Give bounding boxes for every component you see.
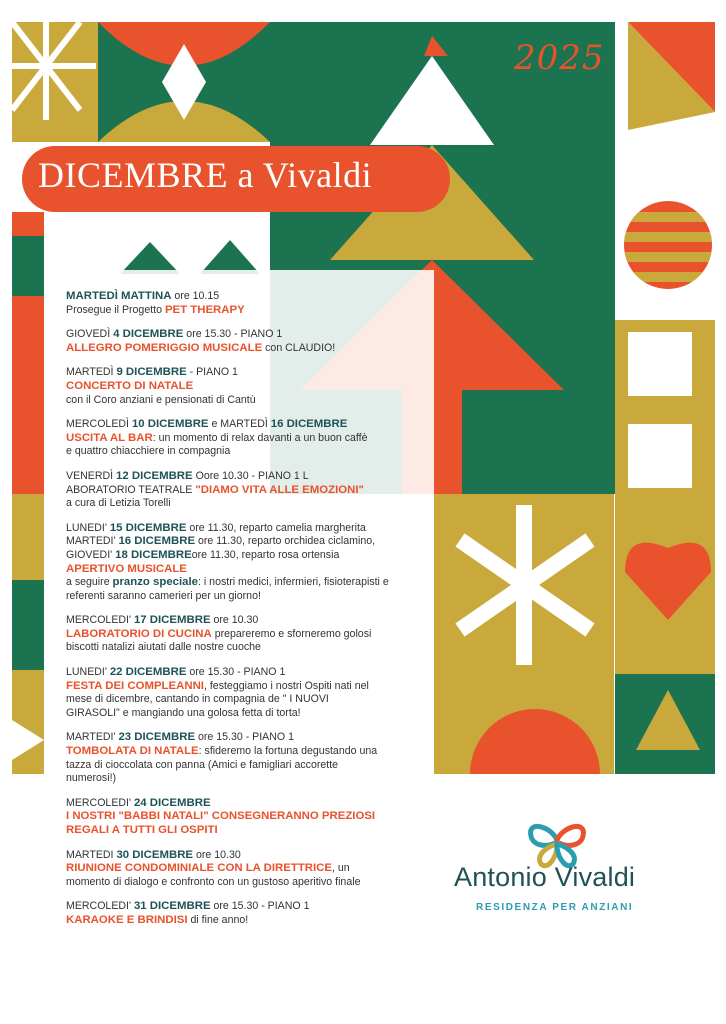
event-line (66, 418, 426, 432)
event-item (66, 366, 426, 407)
event-line (66, 641, 426, 655)
event-title: I NOSTRI "BABBI NATALI" CONSEGNERANNO PREZIOSI (66, 810, 376, 823)
event-date: MARTEDÌ MATTINA (66, 290, 172, 302)
event-line (66, 666, 426, 680)
event-line (66, 304, 426, 318)
event-line (66, 549, 426, 563)
event-line (66, 900, 426, 914)
event-text: a seguire (66, 576, 113, 589)
event-title: PET THERAPY (164, 303, 245, 316)
event-line (66, 731, 426, 745)
event-line (66, 522, 426, 536)
event-line (66, 680, 426, 694)
event-title: LABORATORIO DI CUCINA (66, 627, 212, 640)
event-text: prepareremo e sforneremo golosi (211, 627, 372, 640)
event-item (66, 418, 426, 459)
event-text: ore 11.30, reparto camelia margherita (186, 521, 366, 534)
event-date: 23 DICEMBRE (118, 731, 196, 744)
event-item (66, 666, 426, 720)
event-text: - PIANO 1 (186, 366, 238, 379)
event-text: MERCOLEDI' (66, 900, 134, 913)
event-line (66, 772, 426, 786)
event-date: 24 DICEMBRE (133, 796, 211, 809)
event-date: 16 DICEMBRE (270, 418, 348, 431)
event-line (66, 707, 426, 721)
event-item (66, 797, 426, 838)
event-list (66, 290, 426, 939)
event-title: APERTIVO MUSICALE (66, 562, 187, 575)
event-line (66, 862, 426, 876)
event-text: : i nostri medici, infermieri, fisioterapisti e (198, 576, 389, 589)
event-line (66, 563, 426, 577)
event-text: Oore 10.30 - PIANO 1 L (192, 469, 309, 482)
event-line (66, 445, 426, 459)
event-date: 12 DICEMBRE (116, 469, 193, 482)
event-text: ore 15.30 - PIANO 1 (195, 731, 294, 744)
event-text: MERCOLEDI' (66, 796, 134, 809)
event-text: momento di dialogo e confronto con un gustoso aperitivo finale (66, 875, 361, 888)
event-date: pranzo speciale (112, 576, 198, 589)
event-text: referenti saranno camerieri per un giorno! (66, 589, 261, 602)
event-line (66, 497, 426, 511)
event-item (66, 290, 426, 317)
event-line (66, 342, 426, 356)
event-date: 9 DICEMBRE (116, 366, 187, 379)
event-title: "DIAMO VITA ALLE EMOZIONI" (195, 483, 364, 496)
event-line (66, 484, 426, 498)
event-date: 30 DICEMBRE (116, 848, 194, 861)
event-item (66, 731, 426, 785)
event-title: FESTA DEI COMPLEANNI (66, 679, 204, 692)
event-text: MARTEDI' (66, 535, 119, 548)
event-line (66, 380, 426, 394)
event-text: tazza di cioccolata con panna (Amici e famigliari accorette (66, 758, 339, 771)
event-line (66, 745, 426, 759)
event-line (66, 328, 426, 342)
event-text: MARTEDI (66, 848, 117, 861)
event-title: REGALI A TUTTI GLI OSPITI (66, 824, 218, 836)
event-text: MERCOLEDI' (66, 614, 134, 627)
event-item (66, 849, 426, 890)
event-text: GIOVEDI' (66, 548, 116, 561)
event-date: 31 DICEMBRE (133, 900, 211, 913)
event-item (66, 470, 426, 511)
event-date: 18 DICEMBRE (115, 548, 192, 561)
event-line (66, 876, 426, 890)
event-text: ore 11.30, reparto orchidea ciclamino, (195, 535, 376, 548)
event-line (66, 797, 426, 811)
event-line (66, 590, 426, 604)
event-line (66, 693, 426, 707)
event-text: a cura di Letizia Torelli (66, 497, 171, 510)
event-title: USCITA AL BAR (66, 431, 153, 444)
brand-tagline: RESIDENZA PER ANZIANI (476, 902, 634, 913)
event-text: ore 15.30 - PIANO 1 (186, 666, 286, 679)
event-text: GIRASOLI" e mangiando una golosa fetta di torta! (66, 706, 301, 719)
event-line (66, 614, 426, 628)
event-text: e MARTEDÌ (208, 418, 271, 431)
event-item (66, 522, 426, 604)
year-label: 2025 (514, 38, 605, 78)
brand-name: Antonio Vivaldi (454, 862, 636, 892)
event-text: LUNEDI' (66, 666, 110, 679)
event-text: , un (332, 862, 350, 875)
event-date: 4 DICEMBRE (113, 328, 184, 341)
event-text: MERCOLEDÌ (66, 418, 132, 431)
event-text: ore 10.30 (210, 614, 259, 627)
event-text: mese di dicembre, cantando in compagnia de " I NUOVI (66, 693, 329, 706)
event-text: e quattro chiacchiere in compagnia (66, 445, 231, 458)
event-item (66, 900, 426, 927)
event-line (66, 290, 426, 304)
event-text: biscotti natalizi aiutati dalle nostre cuoche (66, 641, 261, 654)
event-text: con il Coro anziani e pensionati di Cantù (66, 393, 256, 406)
event-text: ore 15.30 - PIANO 1 (210, 900, 310, 913)
event-text: ore 10.30 (193, 848, 241, 861)
event-title: ALLEGRO POMERIGGIO MUSICALE (66, 341, 263, 354)
event-line (66, 535, 426, 549)
event-text: : un momento di relax davanti a un buon caffè (152, 431, 368, 444)
event-text: Prosegue il Progetto (66, 303, 165, 316)
event-item (66, 328, 426, 355)
event-date: 15 DICEMBRE (109, 521, 187, 534)
event-line (66, 810, 426, 824)
event-text: LUNEDI' (66, 521, 110, 534)
event-line (66, 366, 426, 380)
event-text: ABORATORIO TEATRALE (66, 483, 196, 496)
event-title: RIUNIONE CONDOMINIALE CON LA DIRETTRICE (66, 862, 332, 875)
event-text: ore 11.30, reparto rosa ortensia (191, 548, 340, 561)
event-text: ore 10.15 (171, 290, 220, 302)
event-date: 17 DICEMBRE (133, 614, 211, 627)
event-title: KARAOKE E BRINDISI (66, 913, 188, 926)
event-text: con CLAUDIO! (262, 341, 336, 354)
page-title: DICEMBRE a Vivaldi (38, 155, 373, 195)
event-text: GIOVEDÌ (66, 328, 114, 341)
event-line (66, 394, 426, 408)
event-text: MARTEDÌ (66, 366, 117, 379)
event-item (66, 614, 426, 655)
event-text: numerosi!) (66, 772, 117, 785)
event-text: ore 15.30 - PIANO 1 (183, 328, 283, 341)
event-text: : sfideremo la fortuna degustando una (198, 745, 378, 758)
event-title: CONCERTO DI NATALE (66, 379, 194, 392)
event-line (66, 824, 426, 838)
event-text: di fine anno! (187, 913, 249, 926)
event-title: TOMBOLATA DI NATALE (66, 745, 199, 758)
event-date: 16 DICEMBRE (118, 535, 196, 548)
event-line (66, 759, 426, 773)
event-date: 10 DICEMBRE (131, 418, 209, 431)
event-line (66, 432, 426, 446)
event-text: MARTEDI' (66, 731, 119, 744)
event-text: VENERDÌ (66, 469, 117, 482)
event-line (66, 914, 426, 928)
event-line (66, 628, 426, 642)
event-date: 22 DICEMBRE (109, 666, 187, 679)
event-line (66, 576, 426, 590)
event-line (66, 849, 426, 863)
event-line (66, 470, 426, 484)
event-text: , festeggiamo i nostri Ospiti nati nel (203, 679, 369, 692)
